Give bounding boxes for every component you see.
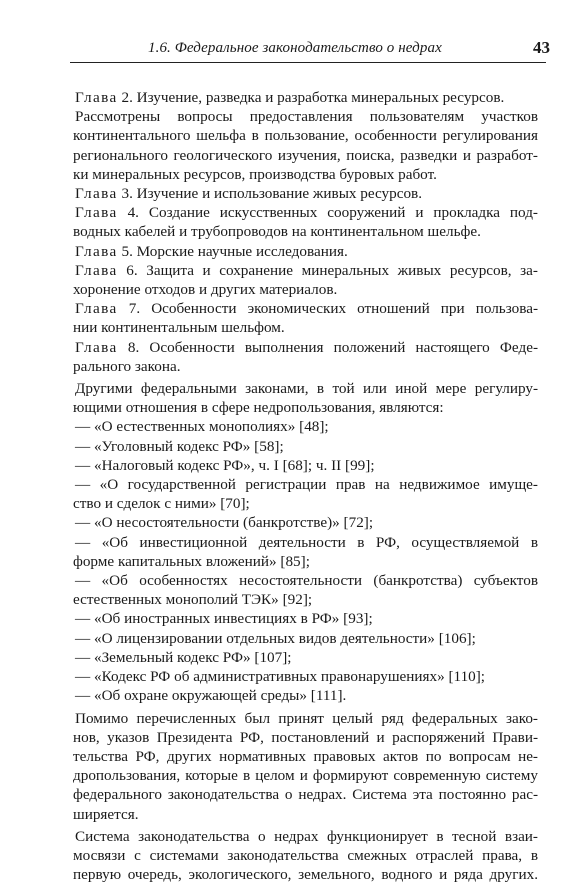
paragraph (73, 648, 538, 667)
text-line (73, 827, 538, 846)
line-text: 4. Создание искусственных сооружений и прокладка под- (117, 204, 538, 222)
line-text: 7. Особенности экономических отношений при пользова- (117, 300, 538, 318)
text-line (73, 513, 538, 532)
text-line (73, 222, 538, 241)
line-text: — «Об особенностях несостоятельности (банкротства) субъектов (75, 572, 538, 590)
text-line (73, 709, 538, 728)
line-text: ширяется. (73, 805, 139, 823)
text-line (73, 299, 538, 318)
line-text: 3. Изучение и использование живых ресурсов. (117, 185, 423, 203)
line-text: тельства РФ, других нормативных правовых актов по вопросам не- (73, 747, 538, 765)
line-text: ющими отношения в сфере недропользования, являются: (73, 399, 444, 417)
line-text: континентального шельфа в пользование, особенности регулирования (73, 127, 538, 145)
paragraph (73, 709, 538, 824)
paragraph (73, 242, 538, 261)
text-line (73, 437, 538, 456)
text-line (73, 648, 538, 667)
chapter-word: Глава (75, 185, 118, 203)
line-text: — «О государственной регистрации прав на недвижимое имуще- (75, 476, 538, 494)
text-line (73, 805, 538, 824)
line-text: федерального законодательства о недрах. Система эта постоянно рас- (73, 786, 538, 804)
text-line (73, 107, 538, 126)
text-line (73, 379, 538, 398)
chapter-word: Глава (75, 89, 118, 106)
chapter-word: Глава (75, 300, 118, 318)
line-text: 5. Морские научные исследования. (117, 242, 348, 260)
text-line (73, 456, 538, 475)
paragraph (73, 667, 538, 686)
paragraph (73, 513, 538, 532)
line-text: мосвязи с системами законодательства смежных отраслей права, в (73, 846, 538, 864)
line-text: — «Об охране окружающей среды» [111]. (75, 687, 347, 705)
line-text: ство и сделок с ними» [70]; (73, 495, 250, 513)
text-line (73, 417, 538, 436)
paragraph (73, 261, 538, 299)
text-line (73, 357, 538, 376)
paragraph (73, 475, 538, 513)
text-line (73, 728, 538, 747)
paragraph (73, 609, 538, 628)
text-line (73, 146, 538, 165)
text-line (73, 475, 538, 494)
paragraph (73, 203, 538, 241)
line-text: — «Уголовный кодекс РФ» [58]; (75, 437, 284, 455)
text-line (73, 533, 538, 552)
text-line (73, 552, 538, 571)
line-text: дропользования, которые в целом и формируют современную систему (73, 767, 538, 785)
text-line (73, 165, 538, 184)
text-line (73, 398, 538, 417)
text-line (73, 590, 538, 609)
line-text: — «О лицензировании отдельных видов деятельности» [106]; (75, 629, 476, 647)
line-text: Другими федеральными законами, в той или иной мере регулиру- (75, 380, 538, 398)
paragraph (73, 827, 538, 885)
line-text: — «Налоговый кодекс РФ», ч. I [68]; ч. II [99]; (75, 456, 375, 474)
header-rule (70, 62, 546, 63)
line-text: 6. Защита и сохранение минеральных живых ресурсов, за- (117, 261, 538, 279)
line-text: форме капитальных вложений» [85]; (73, 552, 310, 570)
line-text: нии континентальным шельфом. (73, 319, 285, 337)
line-text: первую очередь, экологического, земельного, водного и ряда других. (73, 866, 538, 884)
text-line (73, 184, 538, 203)
line-text: хоронение отходов и других материалов. (73, 281, 338, 299)
text-line (73, 747, 538, 766)
paragraph (73, 533, 538, 571)
page-number: 43 (533, 38, 550, 57)
text-line (73, 242, 538, 261)
text-line (73, 629, 538, 648)
text-line (73, 846, 538, 865)
line-text: рального закона. (73, 357, 181, 375)
chapter-word: Глава (75, 261, 118, 279)
chapter-word: Глава (75, 242, 118, 260)
paragraph (73, 379, 538, 417)
paragraph (73, 417, 538, 436)
paragraph (73, 107, 538, 184)
text-line (73, 667, 538, 686)
text-line (73, 785, 538, 804)
line-text: — «Кодекс РФ об административных правонарушениях» [110]; (75, 668, 486, 686)
page-body (73, 88, 538, 884)
chapter-word: Глава (75, 338, 118, 356)
text-line (73, 766, 538, 785)
text-line (73, 203, 538, 222)
paragraph (73, 571, 538, 609)
line-text: естественных монополий ТЭК» [92]; (73, 591, 313, 609)
line-text: Рассмотрены вопросы предоставления пользователям участков (75, 108, 538, 126)
line-text: нов, указов Президента РФ, постановлений и распоряжений Прави- (73, 728, 538, 746)
paragraph (73, 629, 538, 648)
text-line (73, 494, 538, 513)
line-text: Помимо перечисленных был принят целый ряд федеральных зако- (75, 709, 538, 727)
line-text: — «Земельный кодекс РФ» [107]; (75, 648, 292, 666)
text-line (73, 126, 538, 145)
running-header (70, 38, 550, 60)
text-line (73, 318, 538, 337)
paragraph (73, 437, 538, 456)
paragraph (73, 338, 538, 376)
chapter-word: Глава (75, 204, 118, 222)
text-line (73, 686, 538, 705)
text-line (73, 865, 538, 884)
line-text: — «О несостоятельности (банкротстве)» [72]; (75, 514, 374, 532)
paragraph (73, 184, 538, 203)
line-text: — «Об иностранных инвестициях в РФ» [93]; (75, 610, 373, 628)
running-header-title: 1.6. Федеральное законодательство о недрах (148, 40, 442, 56)
text-line (73, 261, 538, 280)
paragraph (73, 686, 538, 705)
line-text: 8. Особенности выполнения положений настоящего Феде- (117, 338, 538, 356)
text-line (73, 609, 538, 628)
line-text: водных кабелей и трубопроводов на континентальном шельфе. (73, 223, 481, 241)
text-line (73, 338, 538, 357)
paragraph (73, 88, 538, 107)
line-text: регионального геологического изучения, поиска, разведки и разработ- (73, 146, 538, 164)
text-line (73, 571, 538, 590)
line-text: — «О естественных монополиях» [48]; (75, 418, 329, 436)
paragraph (73, 299, 538, 337)
line-text: 2. Изучение, разведка и разработка минеральных ресурсов. (117, 89, 505, 106)
text-line (73, 88, 538, 107)
text-line (73, 280, 538, 299)
paragraph (73, 456, 538, 475)
line-text: Система законодательства о недрах функционирует в тесной взаи- (75, 827, 538, 845)
line-text: ки минеральных ресурсов, производства буровых работ. (73, 165, 437, 183)
line-text: — «Об инвестиционной деятельности в РФ, осуществляемой в (75, 533, 538, 551)
